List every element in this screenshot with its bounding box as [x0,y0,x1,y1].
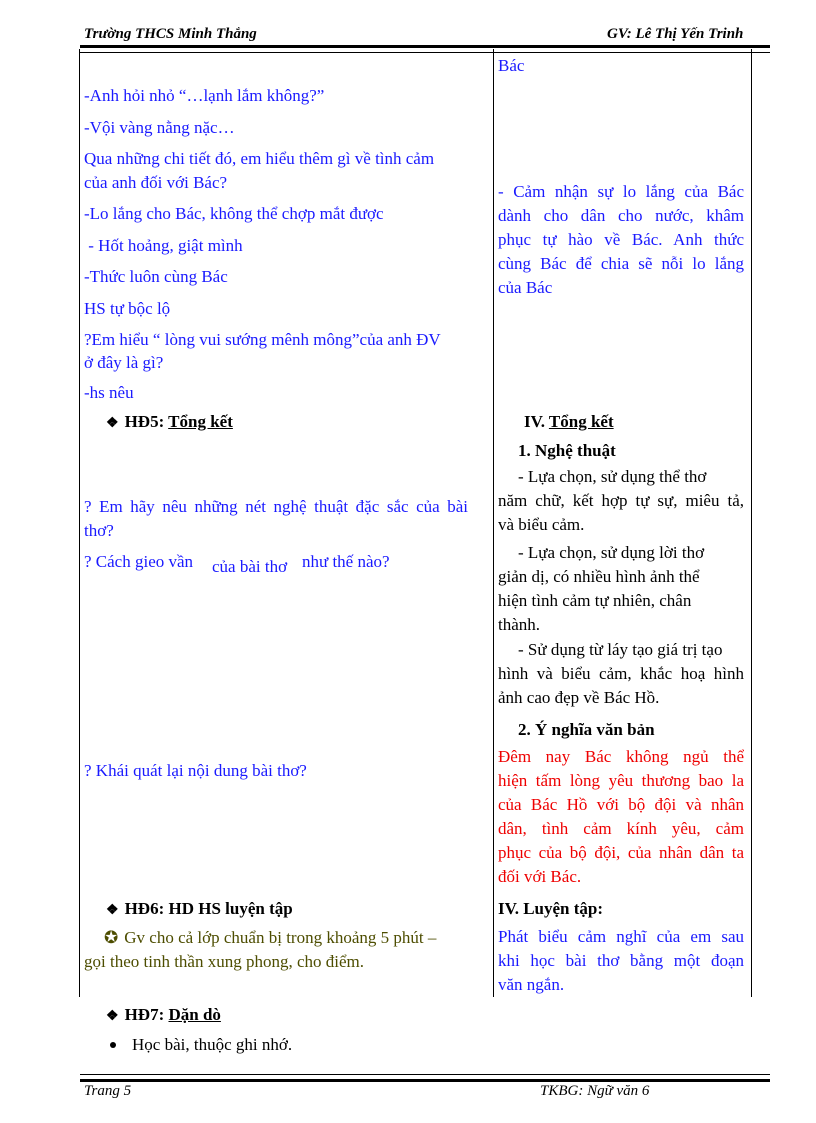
star-circle-icon: ✪ [104,928,119,947]
header-teacher: GV: Lê Thị Yến Trinh [607,26,744,42]
text-line: hình và biểu cảm, khắc hoạ hình [498,664,744,683]
text-line: thành. [498,615,541,634]
text-line: dân, tình cảm kính yêu, cảm [498,819,744,838]
hd7-heading: ❖ HĐ7: Dặn dò [106,1005,221,1024]
subheading: IV. Luyện tập: [498,899,604,918]
task-line: ✪ Gv cho cả lớp chuẩn bị trong khoảng 5 phút – [104,928,437,947]
table-right-border [751,49,752,997]
text-line: Phát biểu cảm nghĩ của em sau [498,927,744,946]
text-line: khi học bài thơ bằng một đoạn [498,951,744,970]
text-line: - Lựa chọn, sử dụng thể thơ [518,467,707,486]
subheading: 2. Ý nghĩa văn bản [518,720,655,739]
section-heading: IV. Tổng kết [524,412,614,431]
subheading: 1. Nghệ thuật [518,441,616,460]
text-line: -Anh hỏi nhỏ “…lạnh lắm không?” [84,86,325,105]
text-line: giản dị, có nhiều hình ảnh thể [498,567,700,586]
question-line: ở đây là gì? [84,353,164,372]
text-line: HS tự bộc lộ [84,299,171,318]
task-line: gọi theo tinh thần xung phong, cho điểm. [84,952,364,971]
question-line: của anh đối với Bác? [84,173,228,192]
header-rule [80,45,770,53]
text-line: văn ngắn. [498,975,565,994]
question-line: thơ? [84,521,114,540]
text-line: - Cảm nhận sự lo lắng của Bác [498,182,744,201]
hd6-heading: ❖ HĐ6: HD HS luyện tập [106,899,293,918]
text-line: năm chữ, kết hợp tự sự, miêu tả, [498,491,744,510]
question-line: ? Cách gieo vần [84,552,194,571]
diamond-icon: ❖ [106,903,119,918]
text-line: dành cho dân cho nước, khâm [498,206,744,225]
text-line: đối với Bác. [498,867,582,886]
text-line: phục tự hào về Bác. Anh thức [498,230,744,249]
diamond-icon: ❖ [106,416,119,431]
text-line: Bác [498,56,525,75]
diamond-icon: ❖ [106,1009,119,1024]
text-line: và biểu cảm. [498,515,585,534]
text-line: - Hốt hoảng, giật mình [84,236,243,255]
table-left-border [79,49,80,997]
text-line: hiện tình cảm tự nhiên, chân [498,591,692,610]
text-line: hiện tấm lòng yêu thương bao la [498,771,744,790]
footer-page: Trang 5 [84,1083,132,1099]
question-line: ? Khái quát lại nội dung bài thơ? [84,761,307,780]
text-line: -hs nêu [84,383,134,402]
text-line: phục của bộ đội, của nhân dân ta [498,843,744,862]
text-line: - Lựa chọn, sử dụng lời thơ [518,543,705,562]
table-column-divider [493,49,494,997]
bullet-icon [110,1042,116,1048]
text-line: -Lo lắng cho Bác, không thể chợp mắt được [84,204,384,223]
text-line: - Sử dụng từ láy tạo giá trị tạo [518,640,723,659]
footer-subject: TKBG: Ngữ văn 6 [540,1083,650,1099]
text-line: của Bác Hồ với bộ đội và nhân [498,795,744,814]
hd5-heading: ❖ HĐ5: Tổng kết [106,412,233,431]
question-line: Qua những chi tiết đó, em hiểu thêm gì về tình cảm [84,149,435,168]
header-school: Trường THCS Minh Thắng [84,26,257,42]
question-line: như thế nào? [302,552,390,571]
text-line: Đêm nay Bác không ngủ thể [498,747,744,766]
question-line: của bài thơ [212,557,288,576]
text-line: ảnh cao đẹp về Bác Hồ. [498,688,660,707]
text-line: của Bác [498,278,553,297]
question-line: ?Em hiểu “ lòng vui sướng mênh mông”của anh ĐV [84,330,441,349]
list-item: Học bài, thuộc ghi nhớ. [110,1033,292,1057]
footer-rule [80,1074,770,1082]
text-line: cùng Bác để chia sẽ nỗi lo lắng [498,254,744,273]
question-line: ? Em hãy nêu những nét nghệ thuật đặc sắc của bài [84,497,468,516]
text-line: -Thức luôn cùng Bác [84,267,228,286]
text-line: -Vội vàng nằng nặc… [84,118,235,137]
